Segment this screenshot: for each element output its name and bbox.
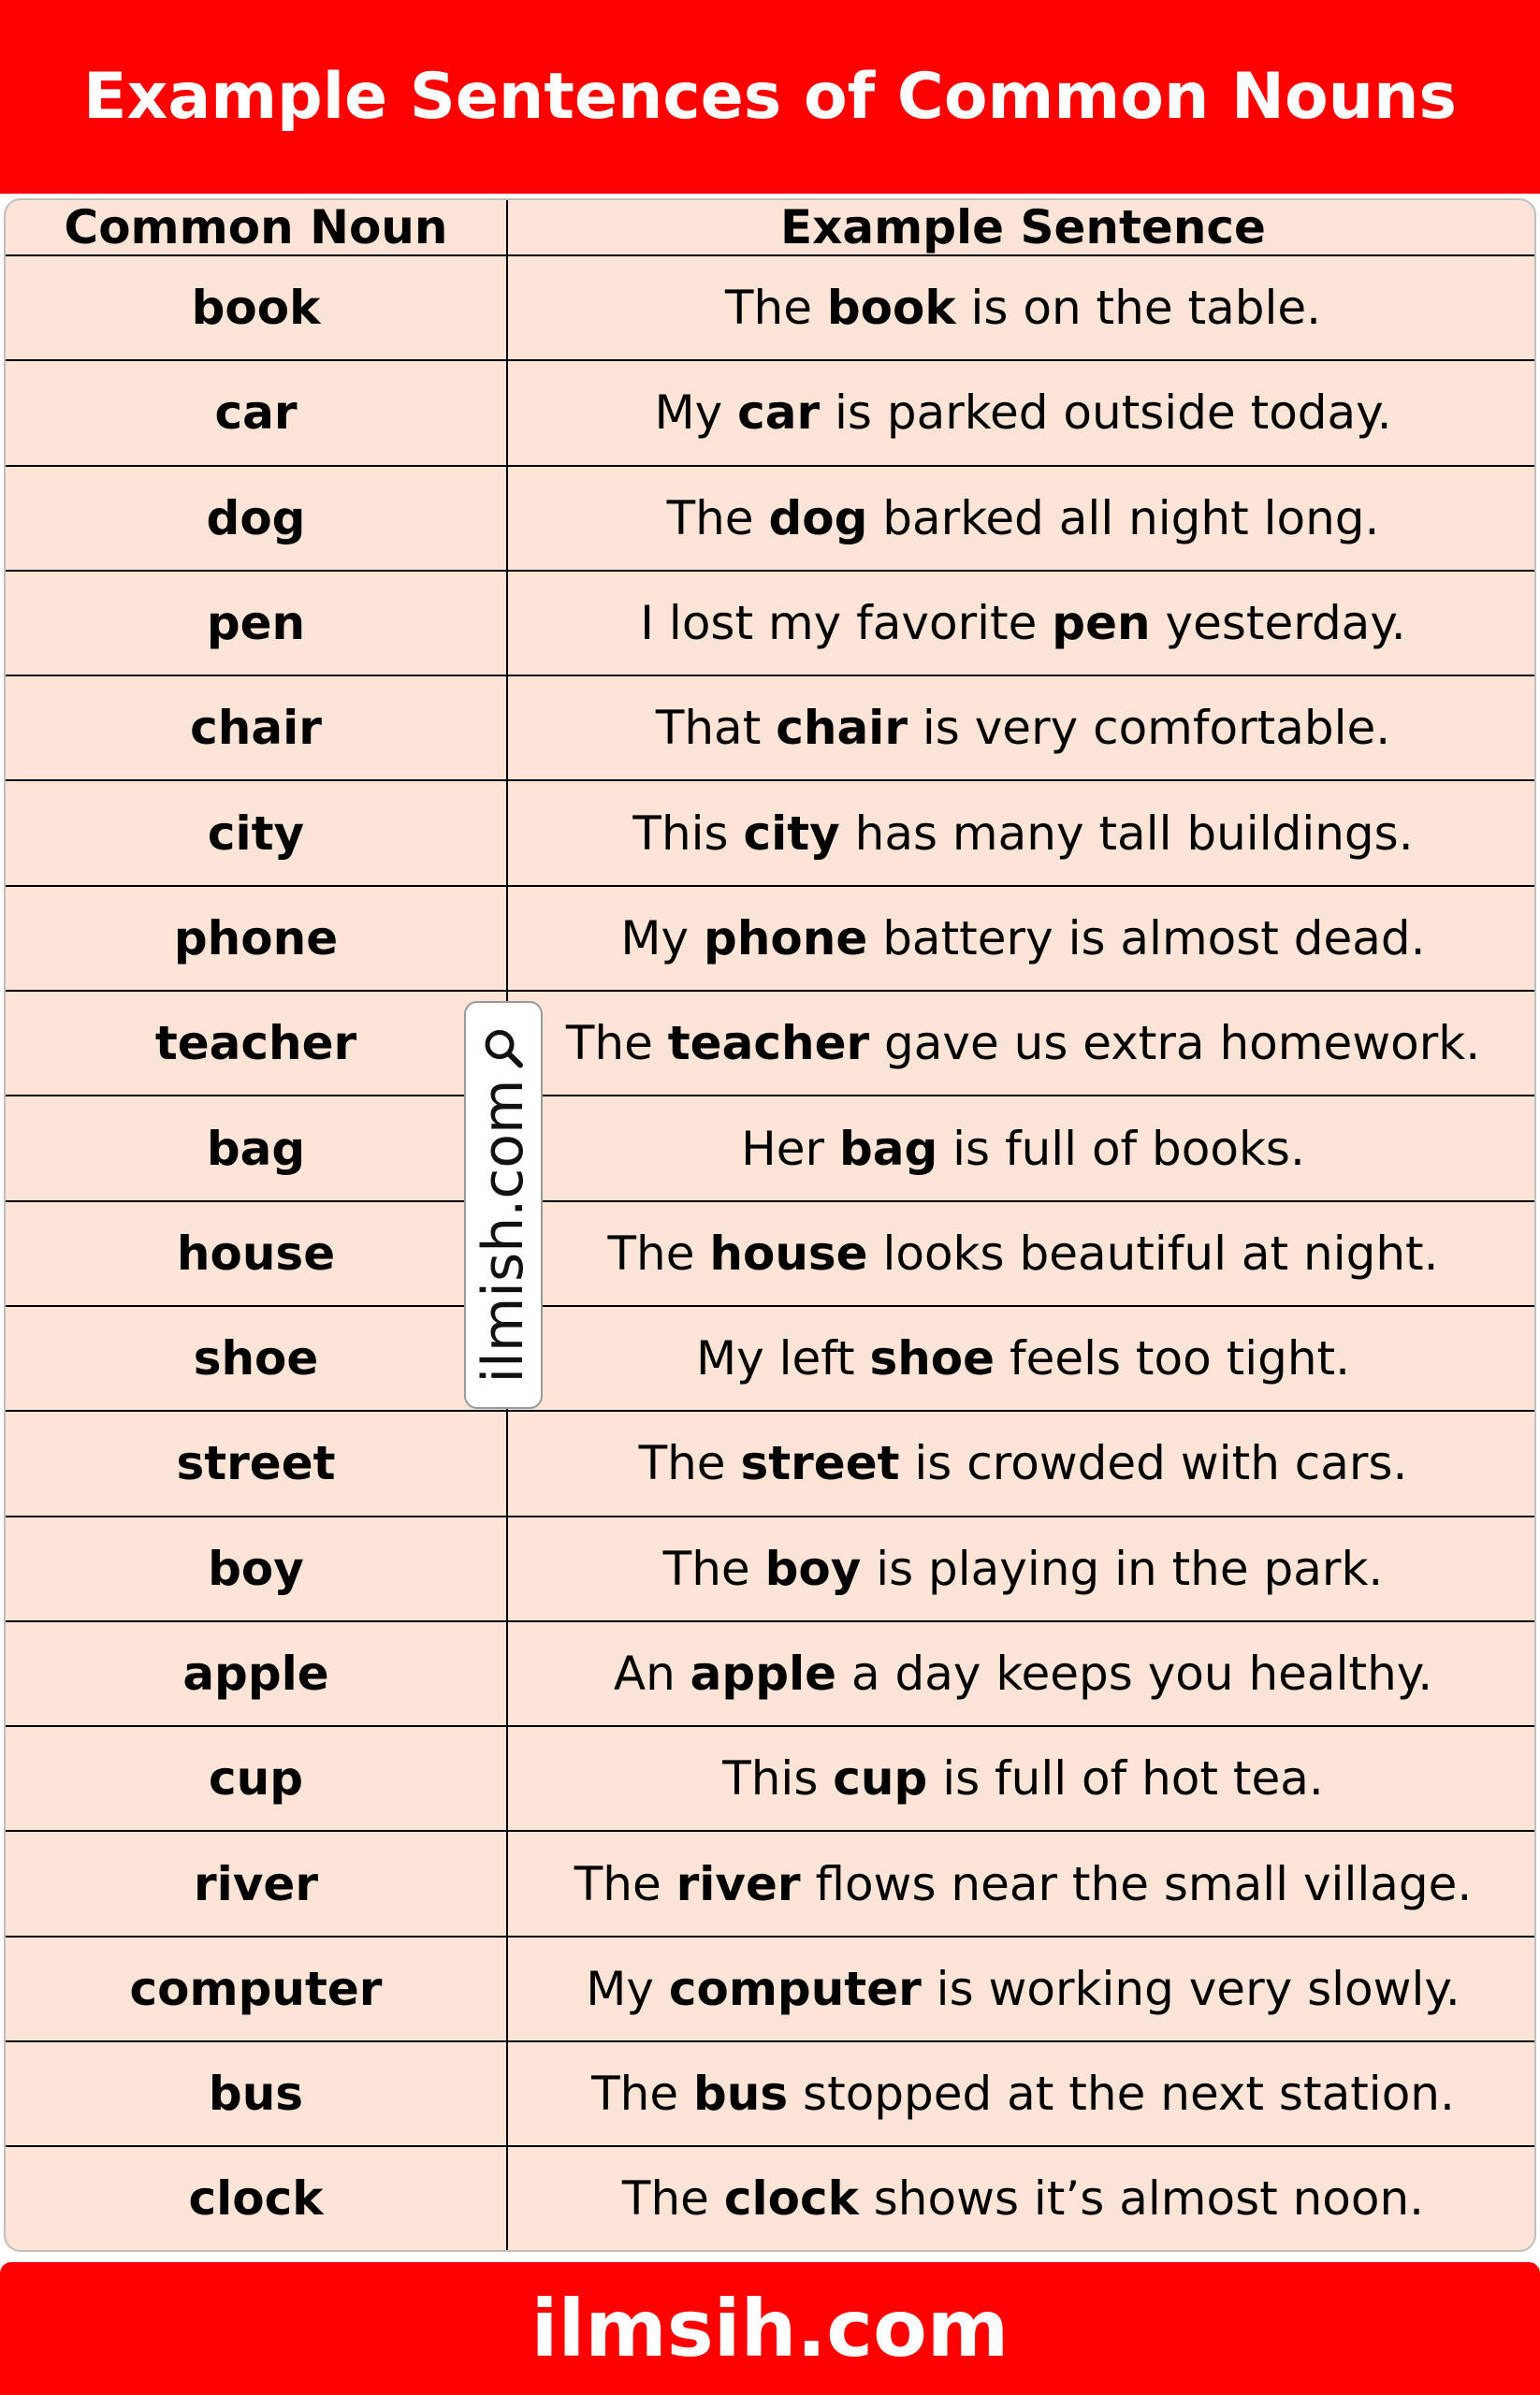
watermark-text: ilmish.com <box>471 1079 536 1384</box>
sentence-cell <box>507 2041 1536 2146</box>
table-row <box>6 886 1536 991</box>
sentence-noun: house <box>709 1226 868 1281</box>
noun-cell: street <box>6 1411 507 1516</box>
sentence-noun: computer <box>668 1961 922 2016</box>
sentence-before: The <box>574 1856 676 1911</box>
sentence-after: shows it’s almost noon. <box>858 2171 1425 2227</box>
table-row <box>6 1726 1536 1831</box>
table-row <box>6 360 1536 465</box>
table-row <box>6 2041 1536 2146</box>
table-row <box>6 1411 1536 1516</box>
noun-cell: car <box>6 360 507 465</box>
sentence-noun: river <box>676 1856 801 1911</box>
sentence-before: This <box>632 806 744 861</box>
page-title: Example Sentences of Common Nouns <box>83 60 1457 134</box>
sentence-cell <box>507 360 1536 465</box>
noun-cell: book <box>6 255 507 360</box>
sentence-cell <box>507 255 1536 360</box>
sentence-after: barked all night long. <box>867 490 1380 545</box>
table-row <box>6 1831 1536 1936</box>
table-body <box>6 255 1536 2250</box>
sentence-before: The <box>621 2171 724 2227</box>
sentence-after: is playing in the park. <box>861 1541 1384 1596</box>
noun-cell: dog <box>6 466 507 571</box>
sentence-after: has many tall buildings. <box>839 806 1414 861</box>
noun-cell: city <box>6 780 507 885</box>
table-row <box>6 1096 1536 1200</box>
sentence-cell <box>507 1831 1536 1936</box>
sentence-noun: bus <box>693 2067 789 2122</box>
sentence-cell <box>507 1201 1536 1306</box>
sentence-before: The <box>565 1016 668 1071</box>
sentence-cell <box>507 571 1536 675</box>
sentence-before: The <box>638 1436 741 1491</box>
table-row <box>6 2146 1536 2250</box>
sentence-before: The <box>607 1226 710 1281</box>
sentence-noun: street <box>740 1436 900 1491</box>
sentence-before: The <box>724 281 827 336</box>
sentence-cell <box>507 1411 1536 1516</box>
noun-cell: clock <box>6 2146 507 2250</box>
sentence-before: My <box>654 385 738 441</box>
sentence-after: is full of books. <box>937 1121 1305 1176</box>
watermark-badge <box>464 1001 543 1409</box>
sentence-after: is on the table. <box>955 281 1322 336</box>
table-row <box>6 780 1536 885</box>
sentence-before: This <box>722 1751 834 1807</box>
sentence-before: My <box>586 1961 669 2016</box>
nouns-table <box>6 200 1536 2250</box>
table-row <box>6 571 1536 675</box>
sentence-before: That <box>655 701 777 756</box>
sentence-noun: city <box>743 806 840 861</box>
sentence-after: yesterday. <box>1150 596 1406 651</box>
sentence-noun: bag <box>838 1121 938 1176</box>
sentence-cell <box>507 1726 1536 1831</box>
sentence-after: is parked outside today. <box>820 385 1392 441</box>
noun-cell: bus <box>6 2041 507 2146</box>
sentence-after: battery is almost dead. <box>867 910 1426 965</box>
noun-cell: river <box>6 1831 507 1936</box>
sentence-before: An <box>613 1647 690 1701</box>
sentence-noun: pen <box>1052 596 1151 651</box>
sentence-noun: phone <box>704 910 868 965</box>
sentence-cell <box>507 1517 1536 1621</box>
sentence-before: The <box>591 2067 693 2122</box>
noun-cell: apple <box>6 1621 507 1726</box>
sentence-cell <box>507 1306 1536 1411</box>
nouns-table-container <box>4 198 1536 2252</box>
sentence-before: My <box>620 910 705 965</box>
sentence-cell <box>507 675 1536 780</box>
sentence-cell <box>507 1096 1536 1200</box>
table-row <box>6 991 1536 1096</box>
table-row <box>6 1937 1536 2041</box>
sentence-noun: book <box>826 281 956 336</box>
sentence-after: flows near the small village. <box>800 1856 1473 1911</box>
sentence-after: is crowded with cars. <box>899 1436 1408 1491</box>
noun-cell: chair <box>6 675 507 780</box>
sentence-noun: dog <box>768 490 868 545</box>
table-row <box>6 1621 1536 1726</box>
noun-cell: computer <box>6 1937 507 2041</box>
sentence-after: is working very slowly. <box>921 1961 1460 2016</box>
sentence-cell <box>507 780 1536 885</box>
sentence-before: Her <box>741 1121 839 1176</box>
sentence-after: a day keeps you healthy. <box>836 1647 1433 1701</box>
sentence-before: My left <box>695 1331 870 1386</box>
sentence-cell <box>507 466 1536 571</box>
table-row <box>6 1201 1536 1306</box>
table-row <box>6 1306 1536 1411</box>
sentence-cell <box>507 1937 1536 2041</box>
table-row <box>6 675 1536 780</box>
sentence-after: looks beautiful at night. <box>867 1226 1439 1281</box>
column-header-noun: Common Noun <box>6 200 507 255</box>
footer-site-name: ilmsih.com <box>530 2283 1010 2374</box>
header-banner <box>0 0 1540 194</box>
column-header-sentence: Example Sentence <box>507 200 1536 255</box>
table-row <box>6 255 1536 360</box>
table-header-row <box>6 200 1536 255</box>
noun-cell: phone <box>6 886 507 991</box>
noun-cell: bag <box>6 1096 507 1200</box>
search-icon <box>482 1027 525 1070</box>
sentence-noun: car <box>737 385 821 441</box>
sentence-noun: cup <box>833 1751 928 1807</box>
sentence-noun: shoe <box>869 1331 995 1386</box>
footer-banner <box>0 2262 1540 2395</box>
noun-cell: cup <box>6 1726 507 1831</box>
sentence-noun: clock <box>723 2171 859 2227</box>
sentence-after: feels too tight. <box>995 1331 1351 1386</box>
noun-cell: pen <box>6 571 507 675</box>
sentence-before: The <box>666 490 769 545</box>
sentence-after: is full of hot tea. <box>927 1751 1324 1807</box>
sentence-noun: chair <box>776 701 908 756</box>
sentence-after: is very comfortable. <box>907 701 1391 756</box>
sentence-noun: teacher <box>667 1016 870 1071</box>
sentence-after: gave us extra homework. <box>869 1016 1481 1071</box>
noun-cell: boy <box>6 1517 507 1621</box>
table-row <box>6 1517 1536 1621</box>
sentence-cell <box>507 1621 1536 1726</box>
sentence-after: stopped at the next station. <box>788 2067 1455 2122</box>
sentence-cell <box>507 886 1536 991</box>
sentence-before: The <box>662 1541 765 1596</box>
sentence-noun: apple <box>690 1647 837 1701</box>
sentence-cell <box>507 2146 1536 2250</box>
sentence-cell <box>507 991 1536 1096</box>
noun-cell: teacher <box>6 991 507 1096</box>
table-row <box>6 466 1536 571</box>
noun-cell: house <box>6 1201 507 1306</box>
sentence-before: I lost my favorite <box>640 596 1053 651</box>
noun-cell: shoe <box>6 1306 507 1411</box>
sentence-noun: boy <box>764 1541 862 1596</box>
